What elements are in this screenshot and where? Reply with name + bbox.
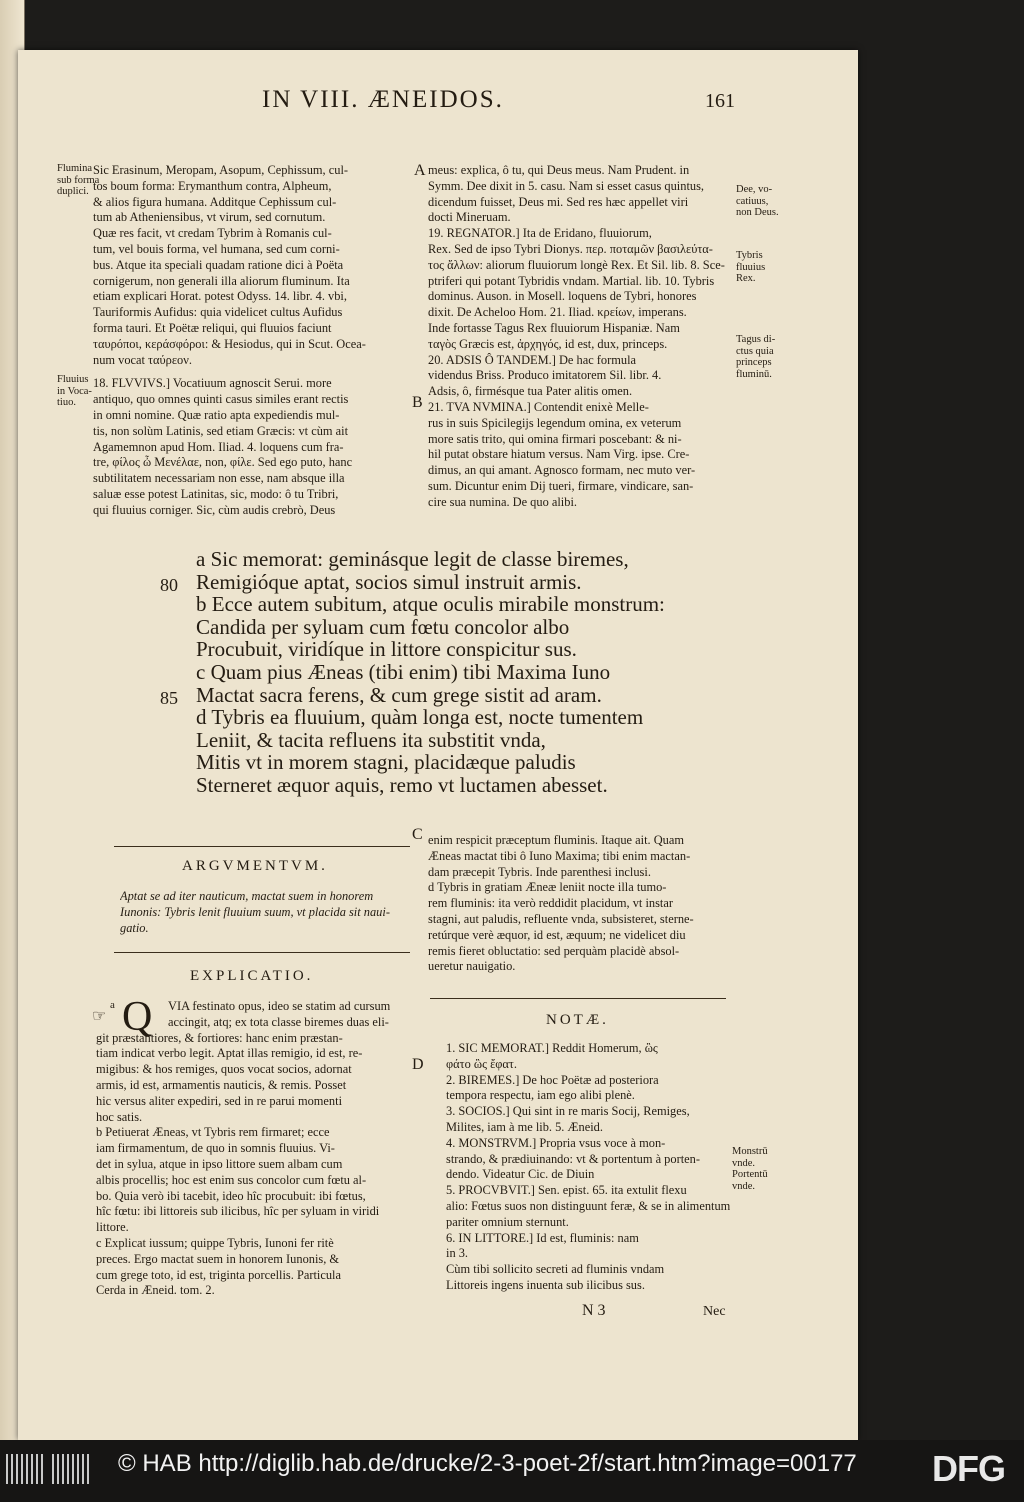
text-line: retúrque verè æquor, id est, æquum; ne videlicet diu bbox=[428, 927, 686, 942]
text-line: enim respicit præceptum fluminis. Itaque ait. Quam bbox=[428, 833, 685, 847]
text-line: rus in suis Spicilegijs legendum omina, ex veterum bbox=[428, 415, 682, 430]
text-line: more satis trito, qui omina firmari poscebant: & ni- bbox=[428, 431, 682, 446]
section-letter: B bbox=[412, 394, 423, 411]
library-logo-icon bbox=[6, 1454, 44, 1484]
text-line: gatio. bbox=[120, 920, 149, 935]
text-line: ptriferi qui potant Tybridis vndam. Martial. lib. 10. Tybris bbox=[428, 273, 715, 288]
section-letter: A bbox=[414, 162, 426, 179]
text-line: hil putat obstare hiatum versus. Nam Virg. ipse. Cre- bbox=[428, 447, 690, 462]
explicatio-continuation bbox=[428, 833, 694, 975]
text-line: videndus Briss. Produco imitatorem Sil. libr. 4. bbox=[428, 368, 662, 383]
text-line: etiam explicari Horat. potest Odyss. 14. libr. 4. vbi, bbox=[93, 289, 347, 304]
verse-line-number: 80 bbox=[160, 575, 178, 595]
text-line: cornigerum, non generali illa aliorum fluminum. Ita bbox=[93, 273, 350, 288]
verse-line: Remigióque aptat, socios simul instruit armis. bbox=[196, 569, 582, 594]
divider-rule bbox=[430, 998, 726, 999]
text-line: cire sua numina. De quo alibi. bbox=[428, 494, 577, 509]
text-line: Sic Erasinum, Meropam, Asopum, Cephissum, cul- bbox=[93, 163, 349, 177]
verse-line: Procubuit, viridíque in littore conspicitur sus. bbox=[196, 637, 577, 662]
text-line: Symm. Dee dixit in 5. casu. Nam si esset casus quintus, bbox=[428, 178, 705, 193]
text-line: albis procellis; hoc est enim sus concolor cum fœtu al- bbox=[96, 1172, 367, 1187]
text-line: meus: explica, ô tu, qui Deus meus. Nam Prudent. in bbox=[428, 163, 690, 177]
note-marker: a bbox=[110, 999, 115, 1011]
explicatio-heading: EXPLICATIO. bbox=[190, 968, 314, 984]
margin-note: Flumina sub forma duplici. bbox=[57, 163, 100, 197]
explicatio-text bbox=[96, 994, 391, 1299]
text-line: 6. IN LITTORE.] Id est, fluminis: nam bbox=[446, 1230, 639, 1245]
text-line: armis, id est, armamentis nauticis, & remis. Posset bbox=[96, 1077, 347, 1092]
verse-line: d Tybris ea fluuium, quàm longa est, nocte tumentem bbox=[196, 705, 644, 730]
text-line: tis, non solùm Latinis, sed etiam Græcis: vt cùm ait bbox=[93, 423, 349, 438]
verse-line: Mactat sacra ferens, & cum grege sistit ad aram. bbox=[196, 682, 602, 707]
text-line: sum. Dicuntur enim Dij tueri, firmare, vindicare, san- bbox=[428, 478, 694, 493]
running-head: IN VIII. ÆNEIDOS. bbox=[262, 86, 504, 113]
verse-line: b Ecce autem subitum, atque oculis mirabile monstrum: bbox=[196, 592, 665, 617]
text-line: bo. Quia verò ibi tacebit, ideo hîc procubuit: ibi fœtus, bbox=[96, 1188, 366, 1203]
text-line: in 3. bbox=[446, 1246, 469, 1261]
text-line: 2. BIREMES.] De hoc Poëtæ ad posteriora bbox=[446, 1072, 659, 1087]
signature-mark: N 3 bbox=[582, 1302, 606, 1319]
text-line: dimus, an qui amant. Agnosco formam, nec muto ver- bbox=[428, 463, 696, 478]
text-line: iam firmamentum, de quo in somnis fluuius. Vi- bbox=[96, 1141, 335, 1156]
library-logo-icon bbox=[52, 1454, 92, 1484]
text-line: Agamemnon apud Hom. Iliad. 4. loquens cum fra- bbox=[93, 439, 344, 454]
section-letter: C bbox=[412, 826, 423, 843]
text-line: det in sylua, atque in ipso littore suem albam cum bbox=[96, 1156, 343, 1171]
copyright-link[interactable]: © HAB http://diglib.hab.de/drucke/2-3-poet-2f/start.htm?image=00177 bbox=[118, 1450, 857, 1477]
text-line: littore. bbox=[96, 1220, 129, 1235]
text-line: Adsis, ô, firmésque tua Pater alitis omen. bbox=[428, 384, 633, 399]
verse-line: Leniit, & tacita refluens ita substitit vnda, bbox=[196, 727, 546, 752]
text-line: cum grege toto, id est, triginta porcellis. Particula bbox=[96, 1267, 341, 1282]
argumentum-text bbox=[120, 889, 390, 936]
text-line: Tauriformis Aufidus: quia videlicet cultus Aufidus bbox=[93, 305, 343, 320]
text-line: tiam indicat verbo legit. Aptat illas remigio, id est, re- bbox=[96, 1046, 363, 1061]
drop-cap: Q bbox=[122, 994, 153, 1040]
text-line: alio: Fœtus suos non distinguunt feræ, & se in alimentum bbox=[446, 1198, 731, 1213]
text-line: tre, φίλος ὦ Μενέλαε, non, φίλε. Sed ego puto, hanc bbox=[93, 455, 353, 470]
margin-note: Monstrū vnde. Portentū vnde. bbox=[732, 1146, 768, 1192]
verse-block bbox=[196, 548, 665, 797]
verse-line: Sterneret æquor aquis, remo vt luctamen abesset. bbox=[196, 772, 608, 797]
text-line: dicendum fuisset, Deus mi. Sed res hæc appellet viri bbox=[428, 194, 689, 209]
text-line: Inde fortasse Tagus Rex fluuiorum Hispaniæ. Nam bbox=[428, 320, 680, 335]
divider-rule bbox=[114, 846, 410, 847]
text-line: saluæ esse potest Latinitas, sic, modo: ô tu Tribri, bbox=[93, 486, 339, 501]
text-line: Quæ res facit, vt credam Tybrim à Romanis cul- bbox=[93, 226, 332, 241]
text-line: b Petiuerat Æneas, vt Tybris rem firmaret; ecce bbox=[96, 1125, 330, 1140]
verse-line: c Quam pius Æneas (tibi enim) tibi Maxima Iuno bbox=[196, 659, 611, 684]
text-line: dominus. Auson. in Mosell. loquens de Tybri, honores bbox=[428, 289, 697, 304]
text-line: 3. SOCIOS.] Qui sint in re maris Socij, Remiges, bbox=[446, 1104, 690, 1119]
text-line bbox=[93, 368, 411, 376]
text-line: 4. MONSTRVM.] Propria vsus voce à mon- bbox=[446, 1135, 666, 1150]
page-number: 161 bbox=[705, 90, 735, 112]
text-line: hoc satis. bbox=[96, 1109, 143, 1124]
text-line: Littoreis ingens inuenta sub ilicibus sus. bbox=[446, 1277, 645, 1292]
text-line: 5. PROCVBVIT.] Sen. epist. 65. ita extulit flexu bbox=[446, 1183, 687, 1198]
text-line: migibus: & hos remiges, quos vocat socios, adornat bbox=[96, 1062, 352, 1077]
verse-line: Mitis vt in morem stagni, placidæque paludis bbox=[196, 750, 576, 775]
text-line: τος ἄλλων: aliorum fluuiorum longè Rex. Et Sil. lib. 8. Sce- bbox=[428, 257, 725, 272]
text-line: forma tauri. Et Poëtæ reliqui, qui fluuios faciunt bbox=[93, 320, 332, 335]
left-commentary-column bbox=[93, 163, 411, 519]
pointing-hand-icon: ☞ bbox=[92, 1008, 107, 1025]
text-line: Cerda in Æneid. tom. 2. bbox=[96, 1283, 215, 1298]
text-line: bus. Atque ita speciali quadam ratione dici à Poëta bbox=[93, 257, 344, 272]
text-line: stagni, aut paludis, refluente vnda, subsisteret, sterne- bbox=[428, 911, 694, 926]
text-line: strando, & prædiuinando: vt & portentum à porten- bbox=[446, 1151, 700, 1166]
text-line: dixit. De Acheloo Hom. 21. Iliad. κρείων, imperans. bbox=[428, 305, 687, 320]
text-line: ταυρόποι, κεράσφόροι: & Hesiodus, qui in Scut. Ocea- bbox=[93, 336, 366, 351]
text-line: VIA festinato opus, ideo se statim ad cursum bbox=[168, 999, 391, 1013]
text-line: remis fieret obluctatio: sed perquàm placidè absol- bbox=[428, 943, 680, 958]
text-line: in omni nomine. Quæ ratio apta expediendis mul- bbox=[93, 407, 340, 422]
text-line: 21. TVA NVMINA.] Contendit enixè Melle- bbox=[428, 399, 649, 414]
catchword: Nec bbox=[703, 1304, 726, 1319]
verse-line: a Sic memorat: geminásque legit de classe biremes, bbox=[196, 547, 629, 571]
notae-heading: NOTÆ. bbox=[546, 1012, 609, 1028]
text-line: git præstantiores, & fortiores: hanc enim præstan- bbox=[96, 1030, 343, 1045]
text-line: Æneas mactat tibi ô Iuno Maxima; tibi enim mactan- bbox=[428, 848, 691, 863]
text-line: tempora respectu, iam ego alibi plenè. bbox=[446, 1088, 635, 1103]
text-line: hîc fœtu: ibi littoreis sub ilicibus, hîc per syluam in viridi bbox=[96, 1204, 380, 1219]
text-line: subtilitatem necessariam non esse, nam absque illa bbox=[93, 471, 345, 486]
text-line: rem fluminis: ita verò reddidit placidum, vt instar bbox=[428, 896, 674, 911]
text-line: num vocat ταύρεον. bbox=[93, 352, 192, 367]
text-line: d Tybris in gratiam Æneæ leniit nocte illa tumo- bbox=[428, 880, 667, 895]
text-line: Iunonis: Tybris lenit fluuium suum, vt placida sit naui- bbox=[120, 904, 390, 919]
text-line: φάτο ὣς ἔφατ. bbox=[446, 1056, 517, 1071]
dfg-logo: DFG bbox=[932, 1448, 1005, 1489]
text-line: pariter omnium sternunt. bbox=[446, 1214, 569, 1229]
viewer-footer bbox=[0, 1440, 1024, 1502]
text-line: 19. REGNATOR.] Ita de Eridano, fluuiorum, bbox=[428, 226, 652, 241]
text-line: tum, vel bouis forma, vel humana, sed cum corni- bbox=[93, 241, 340, 256]
text-line: Cùm tibi sollicito secreti ad fluminis vndam bbox=[446, 1262, 665, 1277]
text-line: & alios figura humana. Additque Cephissum cul- bbox=[93, 194, 337, 209]
margin-note: Dee, vo- catiuus, non Deus. bbox=[736, 184, 779, 218]
text-line: antiquo, quo omnes quinti casus similes erant rectis bbox=[93, 392, 349, 407]
text-line: dam præcepit Tybris. Inde parenthesi inclusi. bbox=[428, 864, 651, 879]
margin-note: Tybris fluuius Rex. bbox=[736, 250, 766, 284]
text-line: qui fluuius corniger. Sic, cùm audis crebrò, Deus bbox=[93, 502, 336, 517]
text-line: tos boum forma: Erymanthum contra, Alpheum, bbox=[93, 178, 332, 193]
divider-rule bbox=[114, 952, 410, 953]
text-line: preces. Ergo mactat suem in honorem Iunonis, & bbox=[96, 1251, 340, 1266]
text-line: 18. FLVVIVS.] Vocatiuum agnoscit Serui. more bbox=[93, 376, 332, 391]
argumentum-heading: ARGVMENTVM. bbox=[182, 858, 328, 874]
text-line: 20. ADSIS Ô TANDEM.] De hac formula bbox=[428, 352, 637, 367]
text-line: tum ab Atheniensibus, vt virum, sed cornutum. bbox=[93, 210, 326, 225]
text-line: Rex. Sed de ipso Tybri Dionys. περ. ποταμῶν βασιλεύτα- bbox=[428, 241, 713, 256]
text-line: 1. SIC MEMORAT.] Reddit Homerum, ὣς bbox=[446, 1041, 658, 1055]
margin-note: Fluuius in Voca- tiuo. bbox=[57, 374, 92, 408]
text-line: Aptat se ad iter nauticum, mactat suem in honorem bbox=[120, 889, 374, 903]
text-line: ταγὸς Græcis est, ἀρχηγός, id est, dux, princeps. bbox=[428, 336, 668, 351]
text-line: c Explicat iussum; quippe Tybris, Iunoni fer ritè bbox=[96, 1235, 334, 1250]
verse-line: Candida per syluam cum fœtu concolor albo bbox=[196, 614, 570, 639]
text-line: accingit, atq; ex tota classe biremes duas eli- bbox=[168, 1014, 389, 1029]
right-commentary-column bbox=[428, 163, 734, 511]
text-line: Milites, iam à me lib. 5. Æneid. bbox=[446, 1119, 603, 1134]
section-letter: D bbox=[412, 1056, 424, 1073]
text-line: dendo. Videatur Cic. de Diuin bbox=[446, 1167, 595, 1182]
text-line: ueretur nauigatio. bbox=[428, 959, 516, 974]
text-line: hic versus aliter expediri, sed in re parui momenti bbox=[96, 1093, 343, 1108]
notae-text bbox=[446, 1041, 730, 1294]
text-line: docti Mineruam. bbox=[428, 210, 511, 225]
margin-note: Tagus di- ctus quia princeps fluminū. bbox=[736, 334, 776, 380]
verse-line-number: 85 bbox=[160, 688, 178, 708]
